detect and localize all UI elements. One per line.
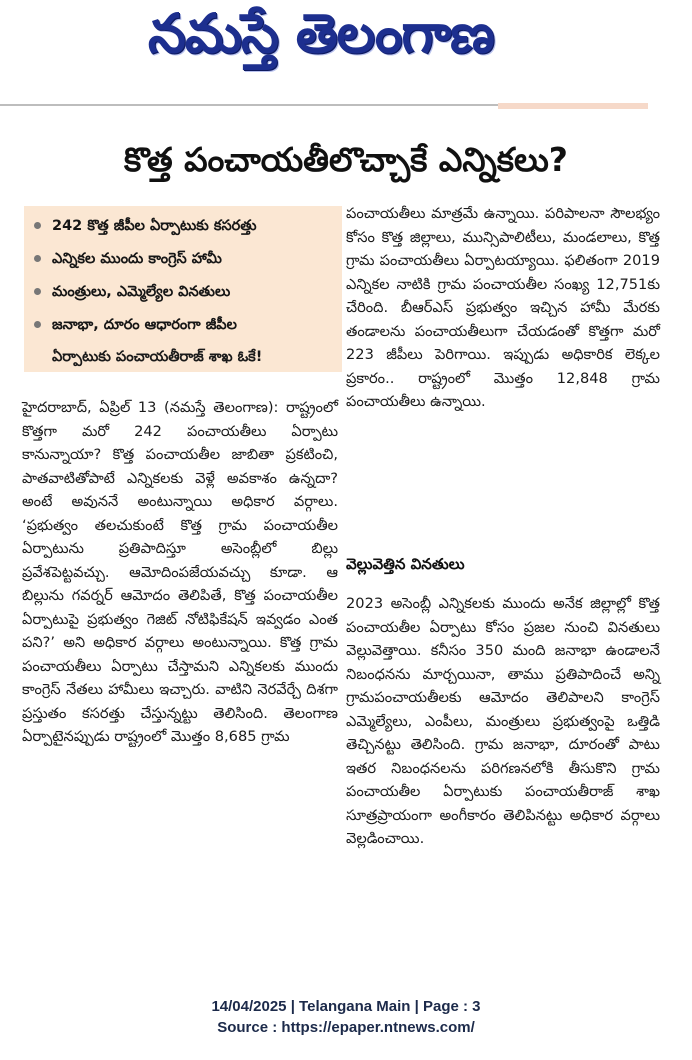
page-footer [0,996,692,1038]
article-subheading: వెల్లువెత్తిన వినతులు [346,555,465,573]
article-body-right-bottom: 2023 అసెంబ్లీ ఎన్నికలకు ముందు అనేక జిల్లాల్లో కొత్త పంచాయతీల ఏర్పాటు కోసం ప్రజల నుంచి వినతులు వెల్లువెత్తాయి. కనీసం 350 మంది జనాభా ఉండాలనే నిబంధనను మార్చయినా, తాము ప్రతిపాదించే అన్ని గ్రామపంచాయతీలకు ఆమోదం తెలిపాలని కాంగ్రెస్‌ ఎమ్మెల్యేలు, ఎంపీలు, మంత్రులు ప్రభుత్వంపై ఒత్తిడి తెచ్చినట్టు తెలిసింది. గ్రామ జనాభా, దూరంతో పాటు ఇతర నిబంధనలను పరిగణనలోకి తీసుకొని గ్రామ పంచాయతీల ఏర్పాటుకు పంచాయతీరాజ్‌ శాఖ సూత్రప్రాయంగా అంగీకారం తెలిపినట్టు అధికార వర్గాలు వెల్లడించాయి. [346,595,660,847]
masthead-divider-accent [498,103,648,109]
bullet-icon [34,222,41,229]
bullet-icon [34,321,41,328]
highlight-item: జనాభా, దూరం ఆధారంగా జీపీల [34,309,336,342]
bullet-icon [34,288,41,295]
masthead [0,0,692,92]
footer-date-edition: 14/04/2025 | Telangana Main | Page : 3 [211,998,481,1015]
highlight-item-continuation: ఏర్పాటుకు పంచాయతీరాజ్‌ శాఖ ఓకే! [52,349,263,365]
article-body-left: హైదరాబాద్‌, ఏప్రిల్‌ 13 (నమస్తే తెలంగాణ): రాష్ట్రంలో కొత్తగా మరో 242 పంచాయతీలు ఏర్పాటు కానున్నాయా? కొత్త పంచాయతీల జాబితా ప్రకటించి, పాతవాటితోపాటే ఎన్నికలకు వెళ్లే అవకాశం ఉన్నదా? అంటే అవుననే అంటున్నాయి అధికార వర్గాలు. ‘ప్రభుత్వం తలచుకుంటే కొత్త గ్రామ పంచాయతీల ఏర్పాటును ప్రతిపాదిస్తూ అసెంబ్లీలో బిల్లు ప్రవేశపెట్టవచ్చు. ఆమోదింపజేయవచ్చు కూడా. ఆ బిల్లును గవర్నర్‌ ఆమోదం తెలిపితే, కొత్త పంచాయతీల ఏర్పాటుపై ప్రభుత్వం గెజిట్‌ నోటిఫికేషన్‌ ఇవ్వడం ఎంత పని?’ అని అధికార వర్గాలు అంటున్నాయి. కొత్త గ్రామ పంచాయతీలు ఏర్పాటు చేస్తామని ఎన్నికలకు ముందు కాంగ్రెస్‌ నేతలు హామీలు ఇచ్చారు. వాటిని నెరవేర్చే దిశగా ప్రస్తుతం కసరత్తు చేస్తున్నట్టు తెలిసింది. తెలంగాణ ఏర్పాటైనప్పుడు రాష్ట్రంలో మొత్తం 8,685 గ్రామ [22,399,343,745]
footer-source-link[interactable]: Source : https://epaper.ntnews.com/ [217,1019,475,1036]
highlight-item: మంత్రులు, ఎమ్మెల్యేల వినతులు [34,276,336,309]
bullet-icon [34,255,41,262]
highlight-item: 242 కొత్త జీపీల ఏర్పాటుకు కసరత్తు [34,210,336,243]
article-headline: కొత్త పంచాయతీలొచ్చాకే ఎన్నికలు? [124,140,568,179]
highlight-item: ఎన్నికల ముందు కాంగ్రెస్‌ హామీ [34,243,336,276]
newspaper-logo: నమస్తే తెలంగాణ [148,2,494,65]
article-body-right-top: పంచాయతీలు మాత్రమే ఉన్నాయి. పరిపాలనా సౌలభ్యం కోసం కొత్త జిల్లాలు, మున్సిపాలిటీలు, మండలాలు, కొత్త గ్రామ పంచాయతీలు ఏర్పాటయ్యాయి. ఫలితంగా 2019 ఎన్నికల నాటికి గ్రామ పంచాయతీల సంఖ్య 12,751కు చేరింది. బీఆర్‌ఎస్‌ ప్రభుత్వం ఇచ్చిన హామీ మేరకు తండాలను పంచాయతీలుగా చేయడంతో కొత్తగా మరో 223 జీపీలు పెరిగాయి. ఇప్పుడు అధికారిక లెక్కల ప్రకారం.. రాష్ట్రంలో మొత్తం 12,848 గ్రామ పంచాయతీలు ఉన్నాయి. [346,205,665,410]
highlights-box [24,206,342,372]
